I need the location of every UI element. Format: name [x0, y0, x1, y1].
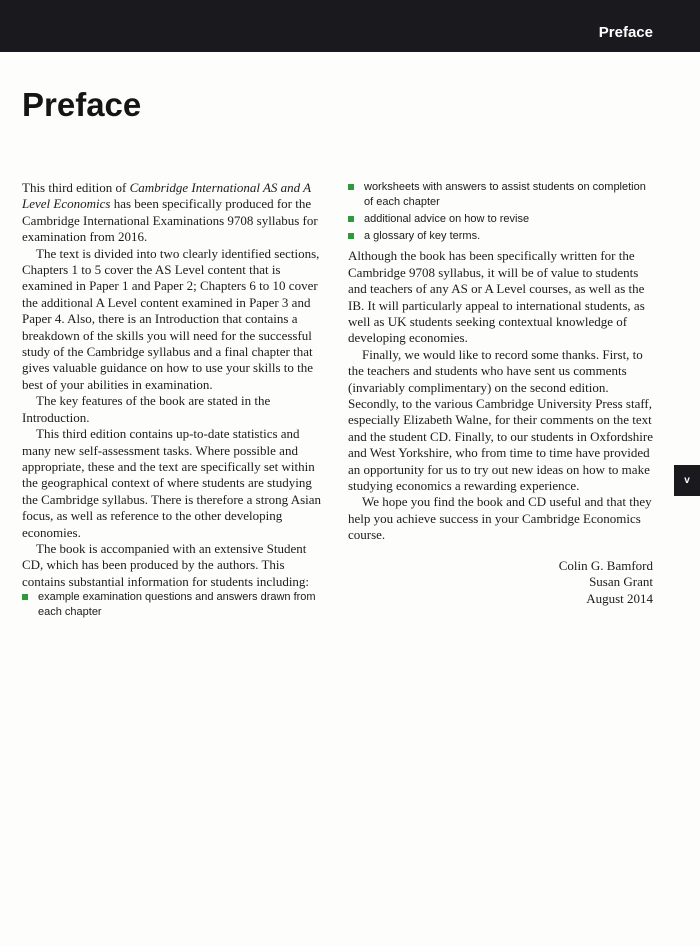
- page-title: Preface: [22, 86, 142, 123]
- paragraph-thanks: Finally, we would like to record some thanks. First, to the teachers and students who have sent us comments (invariably complimentary) on the second edition. Secondly, to the various Cambridge University Press staff, especially Elizabeth Walne, for their comments on the text and the student CD. Finally, to our students in Oxfordshire and West Yorkshire, who from time to time have provided an opportunity for us to try out new ideas on how to make studying economics a rewarding experience.: [348, 346, 653, 494]
- cd-features-list-left: [22, 590, 327, 619]
- page-number-tab: [674, 465, 700, 496]
- paragraph-student-cd: The book is accompanied with an extensive Student CD, which has been produced by the authors. This contains substantial information for students including:: [22, 540, 310, 589]
- list-item-text: example examination questions and answers drawn from each chapter: [38, 591, 316, 618]
- intro-text-after: has been specifically produced for the Cambridge International Examinations 9708 syllabus for examination from 2016.: [22, 196, 318, 245]
- list-item-text: additional advice on how to revise: [364, 212, 530, 225]
- bullet-square-icon: [22, 594, 28, 600]
- paragraph-key-features: The key features of the book are stated in the Introduction.: [22, 393, 271, 425]
- paragraph-third-edition: This third edition contains up-to-date statistics and many new self-assessment tasks. Where possible and appropriate, these and the text are specifically set within the geographical context of where students are studying the Cambridge syllabus. There is therefore a strong Asian focus, as well as reference to the other developing economies.: [22, 426, 322, 540]
- list-item: [22, 590, 327, 619]
- paragraph-audience: Although the book has been specifically written for the Cambridge 9708 syllabus, it will be of value to students and teachers of any AS or A Level courses, as well as the IB. It will particularly appeal to international students, as well as UK students seeking contextual knowledge of developing economies.: [348, 248, 645, 346]
- author-name: Susan Grant: [589, 574, 653, 590]
- section-label: Preface: [598, 24, 653, 41]
- book-title: Cambridge International AS and A Level Economics: [22, 180, 311, 212]
- list-item: [348, 212, 653, 227]
- cd-features-list-right: [348, 180, 653, 243]
- paragraph-closing: We hope you find the book and CD useful and that they help you achieve success in your Cambridge Economics course.: [348, 494, 652, 543]
- bullet-square-icon: [348, 216, 354, 222]
- bullet-square-icon: [348, 184, 354, 190]
- author-name: Colin G. Bamford: [558, 557, 653, 573]
- header-bar: [0, 0, 700, 52]
- paragraph-sections: The text is divided into two clearly identified sections, Chapters 1 to 5 cover the AS Level content that is examined in Paper 1 and Paper 2; Chapters 6 to 10 cover the additional A Level content examined in Paper 3 and Paper 4. Also, there is an Introduction that contains a breakdown of the skills you will need for the successful study of the Cambridge syllabus and a final chapter that gives valuable guidance on how to use your skills to the best of your abilities in examination.: [22, 245, 320, 392]
- bullet-square-icon: [348, 233, 354, 239]
- intro-text-before: This third edition of: [22, 180, 130, 195]
- paragraph-intro: [22, 180, 327, 246]
- signatures: [348, 558, 653, 607]
- list-item-text: worksheets with answers to assist students on completion of each chapter: [364, 181, 646, 208]
- list-item: [348, 229, 653, 244]
- left-column: [22, 180, 327, 622]
- signature-date: August 2014: [586, 590, 653, 606]
- list-item: [348, 180, 653, 209]
- list-item-text: a glossary of key terms.: [364, 229, 481, 242]
- page-number: v: [684, 475, 690, 486]
- right-column: [348, 180, 653, 607]
